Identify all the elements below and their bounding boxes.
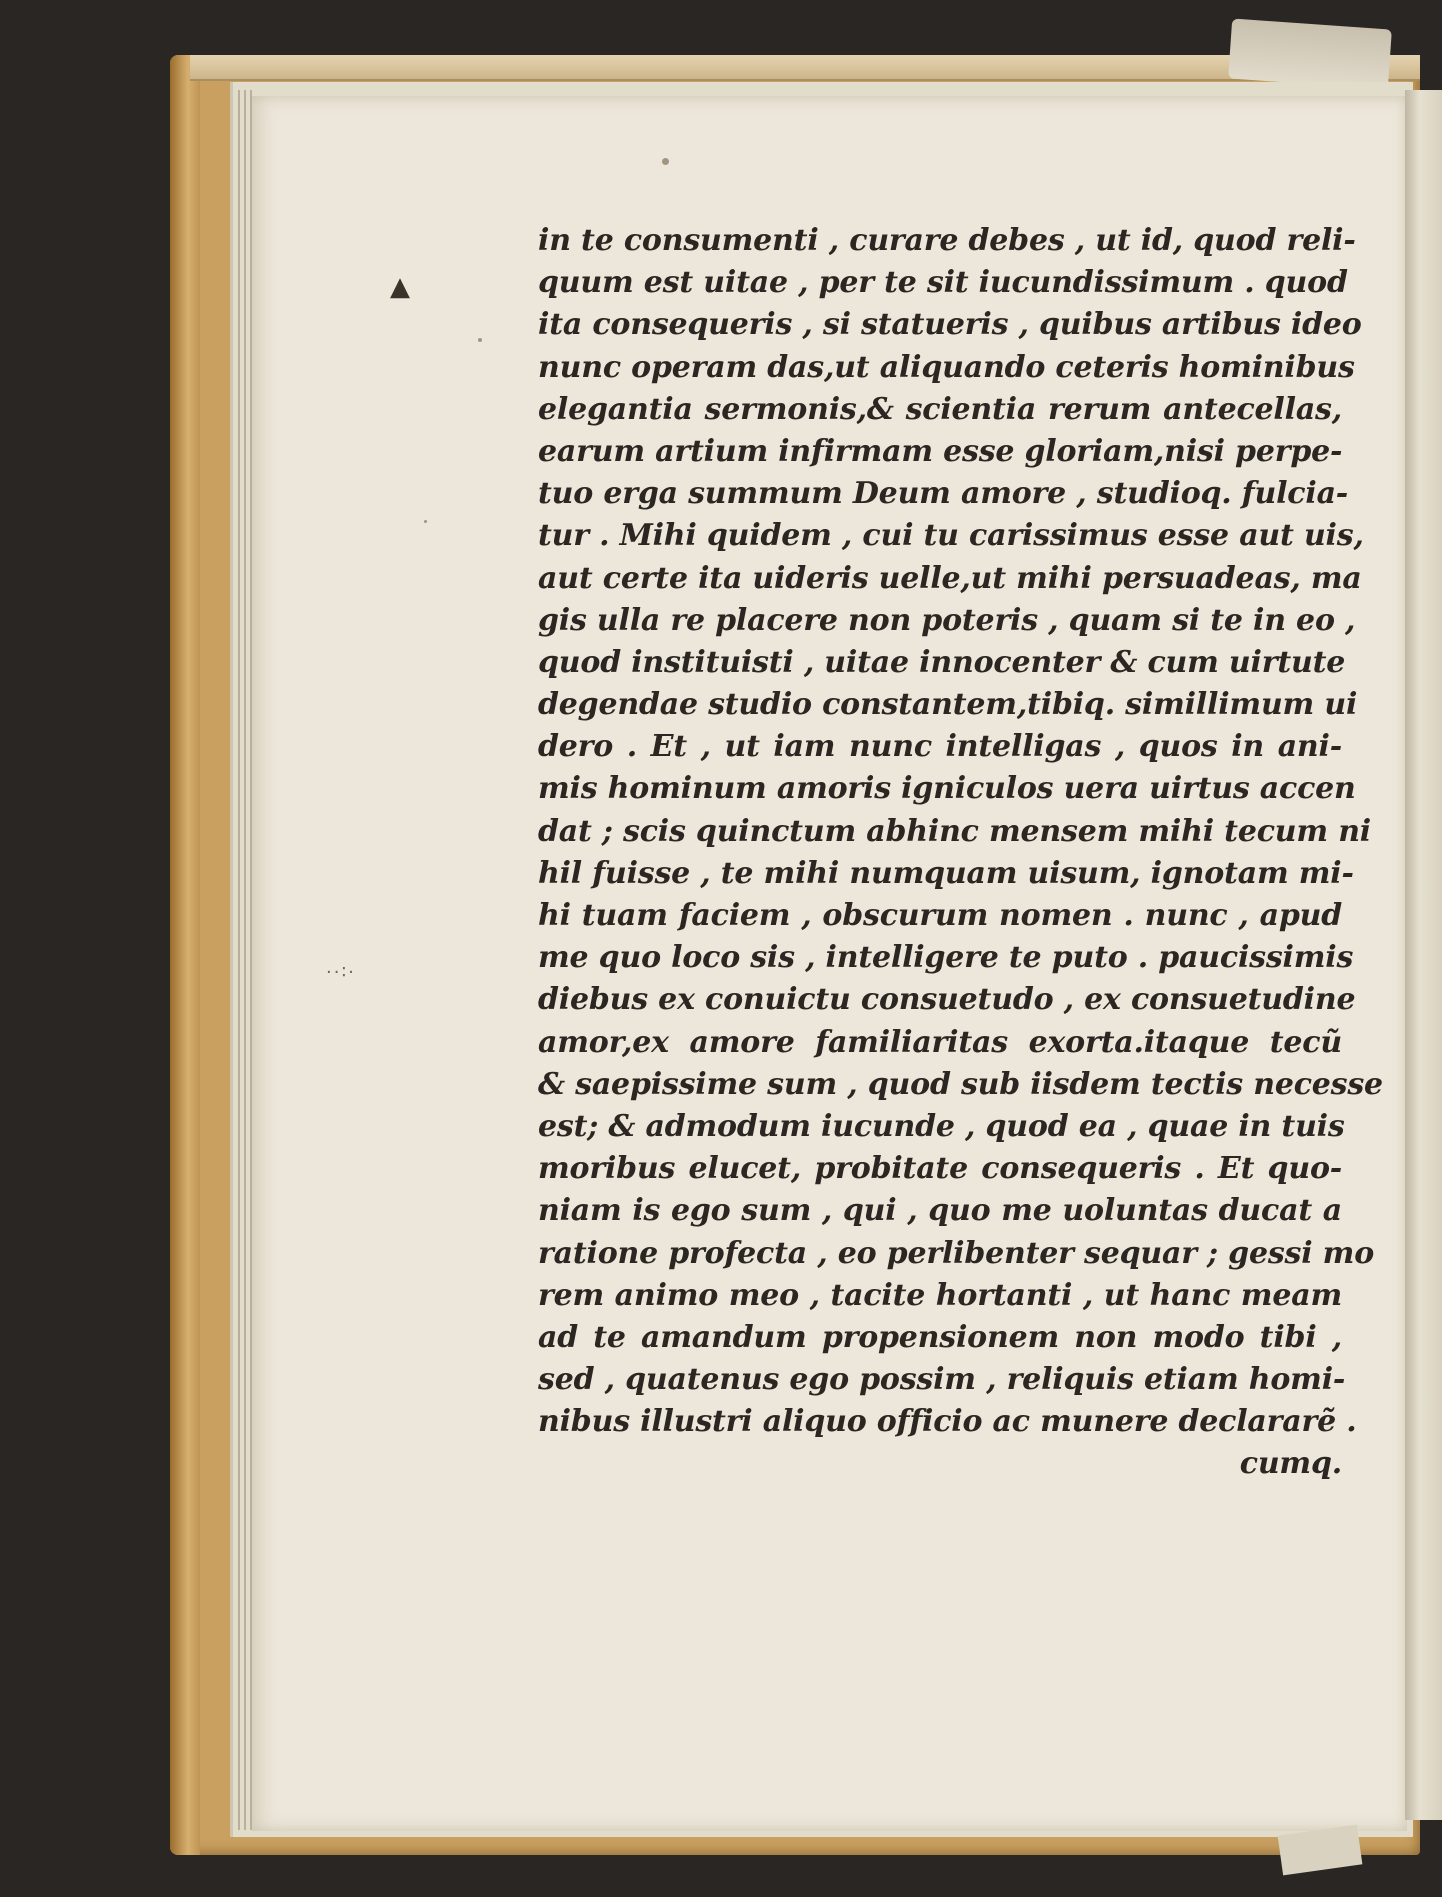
- paper-speck: [662, 158, 669, 165]
- book-spine: [170, 55, 200, 1855]
- text-line: hil fuisse , te mihi numquam uisum, ignotam mi-: [538, 855, 1354, 891]
- text-line: & saepissime sum , quod sub iisdem tectis necesse: [538, 1066, 1383, 1102]
- page-edge-line: [244, 90, 246, 1830]
- text-line: dat ; scis quinctum abhinc mensem mihi tecum ni: [538, 813, 1372, 849]
- text-line: diebus ex conuictu consuetudo , ex consuetudine: [538, 982, 1356, 1018]
- text-line: moribus elucet, probitate consequeris . Et quo-: [538, 1151, 1342, 1187]
- paper-speck: [478, 338, 482, 342]
- page-text-block: [538, 220, 1383, 1486]
- text-line: ratione profecta , eo perlibenter sequar ; gessi mo: [538, 1235, 1375, 1271]
- text-line: quum est uitae , per te sit iucundissimum . quod: [538, 265, 1348, 301]
- catchword: cumq.: [1239, 1446, 1342, 1482]
- text-line: degendae studio constantem,tibiq. simillimum ui: [538, 687, 1358, 723]
- text-line: quod instituisti , uitae innocenter & cum uirtute: [538, 644, 1346, 680]
- paper-speck: [424, 520, 427, 523]
- text-line: amor,ex amore familiaritas exorta.itaque tecũ: [538, 1024, 1342, 1060]
- text-line: tur . Mihi quidem , cui tu carissimus esse aut uis,: [538, 518, 1364, 554]
- text-line: gis ulla re placere non poteris , quam si te in eo ,: [538, 602, 1356, 638]
- text-line: ita consequeris , si statueris , quibus artibus ideo: [538, 307, 1362, 343]
- text-line: aut certe ita uideris uelle,ut mihi persuadeas, ma: [538, 560, 1362, 596]
- text-line: ad te amandum propensionem non modo tibi ,: [538, 1319, 1342, 1355]
- text-line: est; & admodum iucunde , quod ea , quae in tuis: [538, 1108, 1345, 1144]
- text-line: rem animo meo , tacite hortanti , ut hanc meam: [538, 1277, 1342, 1313]
- text-line: me quo loco sis , intelligere te puto . paucissimis: [538, 940, 1354, 976]
- text-line: mis hominum amoris igniculos uera uirtus accen: [538, 771, 1356, 807]
- text-line: tuo erga summum Deum amore , studioq. fulcia-: [538, 476, 1349, 512]
- page-tab-top: [1228, 18, 1392, 89]
- text-line: dero . Et , ut iam nunc intelligas , quos in ani-: [538, 729, 1342, 765]
- ink-specks-mark: ··∶·: [326, 962, 356, 983]
- text-line: hi tuam faciem , obscurum nomen . nunc , apud: [538, 898, 1342, 933]
- page-edge-line: [238, 90, 240, 1830]
- text-line: in te consumenti , curare debes , ut id, quod reli-: [538, 223, 1356, 258]
- text-line: sed , quatenus ego possim , reliquis etiam homi-: [538, 1362, 1346, 1398]
- text-line: earum artium infirmam esse gloriam,nisi perpe-: [538, 433, 1343, 469]
- text-line: nibus illustri aliquo officio ac munere declararẽ .: [538, 1404, 1357, 1440]
- text-line: nunc operam das,ut aliquando ceteris hominibus: [538, 349, 1355, 385]
- facing-page-edge: [1405, 90, 1442, 1820]
- ink-blot-mark: ▲: [390, 272, 410, 302]
- text-line: niam is ego sum , qui , quo me uoluntas ducat a: [538, 1193, 1342, 1229]
- text-line: elegantia sermonis,& scientia rerum antecellas,: [538, 391, 1342, 427]
